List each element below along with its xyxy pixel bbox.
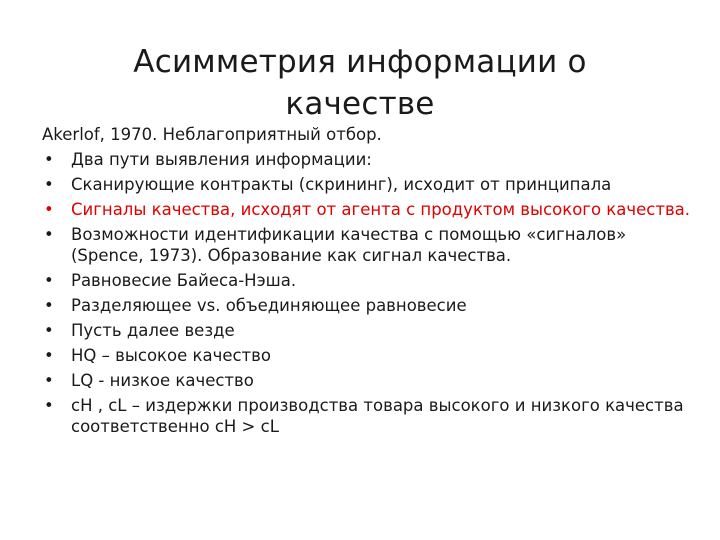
bullet-item-highlighted xyxy=(42,199,702,220)
bullet-text: Сканирующие контракты (скрининг), исходит от принципала xyxy=(71,175,612,194)
bullet-icon: • xyxy=(44,175,54,194)
bullet-icon: • xyxy=(44,396,54,415)
slide-title-line-1: Асимметрия информации о xyxy=(133,43,587,80)
bullet-item xyxy=(42,149,702,170)
bullet-text: Разделяющее vs. объединяющее равновесие xyxy=(71,296,467,315)
bullet-icon: • xyxy=(44,321,54,340)
bullet-list xyxy=(42,149,702,437)
bullet-item xyxy=(42,395,702,437)
intro-line: Akerlof, 1970. Неблагоприятный отбор. xyxy=(42,125,382,144)
bullet-item xyxy=(42,295,702,316)
bullet-icon: • xyxy=(44,271,54,290)
slide-title-line-2: качестве xyxy=(285,85,435,122)
bullet-item xyxy=(42,370,702,391)
bullet-icon: • xyxy=(44,371,54,390)
bullet-item xyxy=(42,270,702,291)
slide-body xyxy=(42,124,702,441)
bullet-item xyxy=(42,320,702,341)
bullet-text: Возможности идентификации качества с помощью «сигналов» (Spence, 1973). Образование как сигнал качества. xyxy=(71,225,627,265)
bullet-text: Сигналы качества, исходят от агента с продуктом высокого качества. xyxy=(71,200,691,219)
bullet-text: LQ - низкое качество xyxy=(71,371,254,390)
bullet-item xyxy=(42,345,702,366)
bullet-icon: • xyxy=(44,200,54,219)
bullet-item xyxy=(42,224,702,266)
bullet-text: cH , cL – издержки производства товара высокого и низкого качества соответственно cH > cL xyxy=(71,396,684,436)
bullet-icon: • xyxy=(44,150,54,169)
bullet-text: HQ – высокое качество xyxy=(71,346,271,365)
bullet-icon: • xyxy=(44,346,54,365)
slide-title xyxy=(0,41,720,125)
bullet-text: Два пути выявления информации: xyxy=(71,150,372,169)
bullet-text: Равновесие Байеса-Нэша. xyxy=(71,271,297,290)
bullet-icon: • xyxy=(44,225,54,244)
bullet-text: Пусть далее везде xyxy=(71,321,235,340)
bullet-item xyxy=(42,174,702,195)
bullet-icon: • xyxy=(44,296,54,315)
